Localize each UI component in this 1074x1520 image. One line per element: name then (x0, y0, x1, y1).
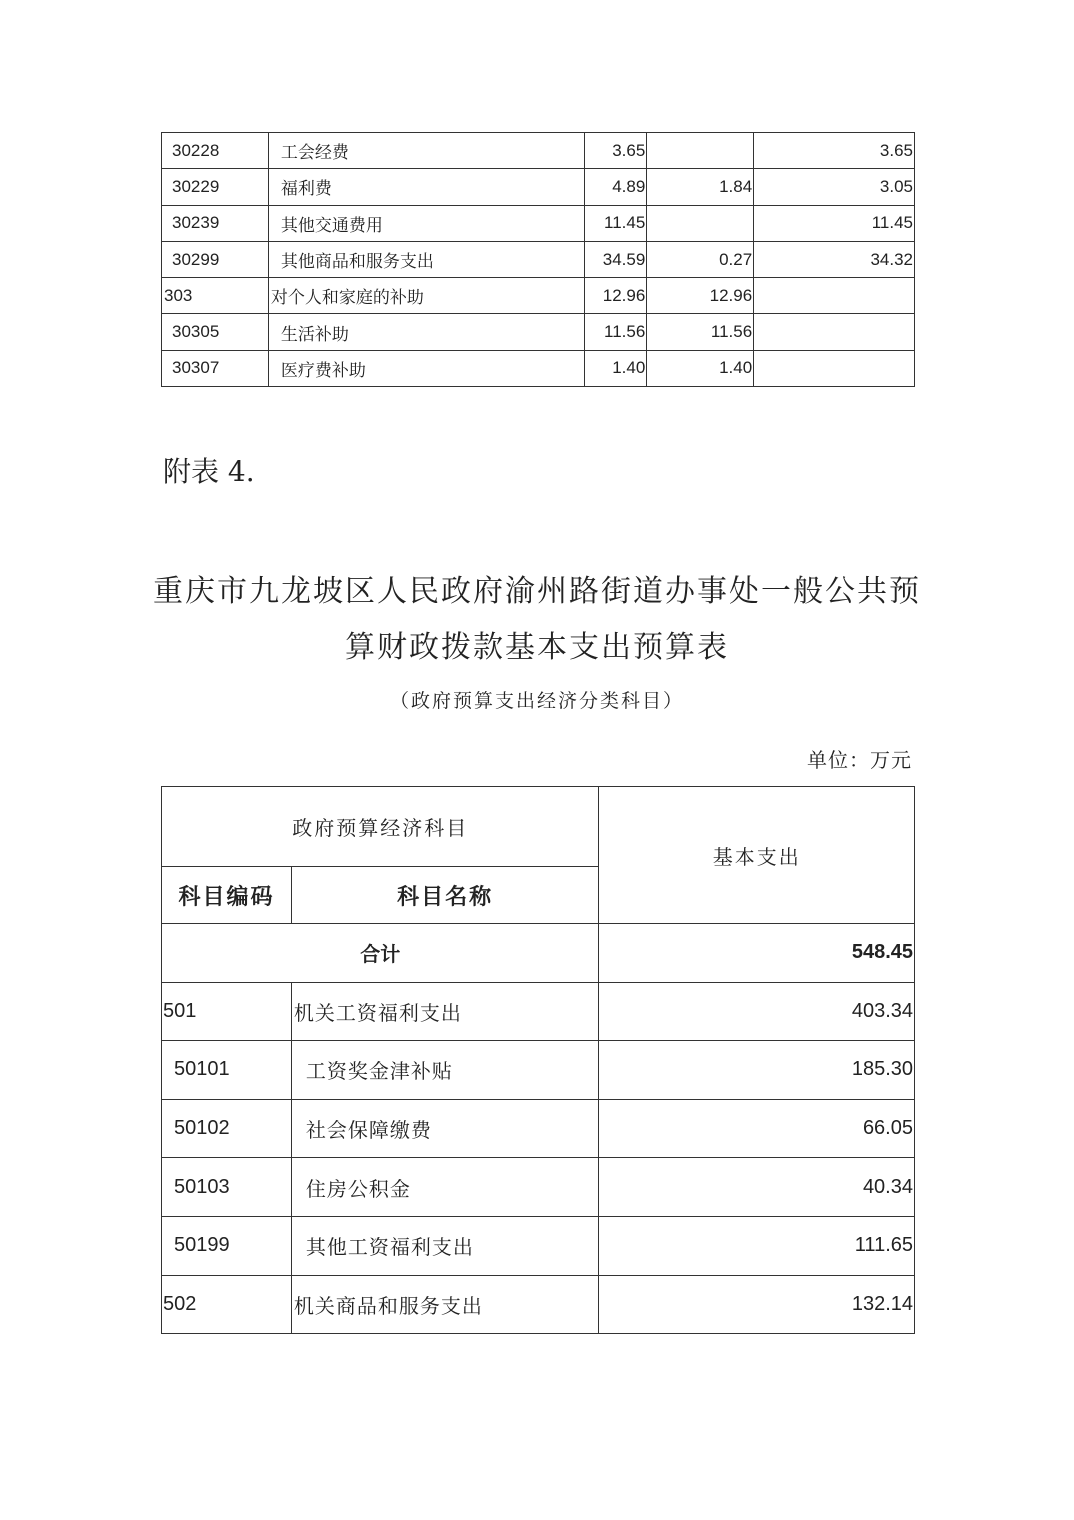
subject-name: 机关商品和服务支出 (291, 1275, 599, 1334)
basic-expenditure-value: 66.05 (599, 1099, 915, 1158)
subject-code: 501 (162, 982, 292, 1041)
subject-name: 其他交通费用 (268, 205, 584, 241)
subject-name: 工资奖金津补贴 (291, 1041, 599, 1100)
header-subject-code: 科目编码 (162, 867, 292, 924)
table-row (162, 278, 915, 314)
table-header-row (162, 787, 915, 867)
subject-code: 50102 (162, 1099, 292, 1158)
subject-code: 30299 (162, 241, 269, 277)
table-row (162, 982, 915, 1041)
total-value: 548.45 (599, 924, 915, 983)
personnel-amount: 0.27 (647, 241, 754, 277)
table-row (162, 169, 915, 205)
subject-name: 社会保障缴费 (291, 1099, 599, 1158)
public-amount: 34.32 (754, 241, 915, 277)
table-row (162, 1099, 915, 1158)
header-basic-expenditure: 基本支出 (599, 787, 915, 924)
subject-code: 50199 (162, 1216, 292, 1275)
total-amount: 11.45 (585, 205, 647, 241)
personnel-amount (647, 205, 754, 241)
public-amount (754, 278, 915, 314)
total-amount: 34.59 (585, 241, 647, 277)
subject-name: 其他商品和服务支出 (268, 241, 584, 277)
subject-code: 30228 (162, 133, 269, 169)
public-amount: 11.45 (754, 205, 915, 241)
subject-code: 303 (162, 278, 269, 314)
subject-name: 住房公积金 (291, 1158, 599, 1217)
subject-code: 30305 (162, 314, 269, 350)
basic-expenditure-value: 111.65 (599, 1216, 915, 1275)
basic-expenditure-value: 40.34 (599, 1158, 915, 1217)
public-amount (754, 314, 915, 350)
table-row (162, 314, 915, 350)
public-amount: 3.05 (754, 169, 915, 205)
basic-expenditure-table (161, 786, 915, 1334)
personnel-amount (647, 133, 754, 169)
personnel-amount: 1.40 (647, 350, 754, 386)
subject-name: 对个人和家庭的补助 (268, 278, 584, 314)
basic-expenditure-value: 185.30 (599, 1041, 915, 1100)
subject-code: 30239 (162, 205, 269, 241)
subject-code: 30229 (162, 169, 269, 205)
table-row (162, 1275, 915, 1334)
subject-name: 医疗费补助 (268, 350, 584, 386)
subject-code: 30307 (162, 350, 269, 386)
document-title-line-2: 算财政拨款基本支出预算表 (345, 630, 729, 665)
table-row (162, 205, 915, 241)
subject-name: 工会经费 (268, 133, 584, 169)
table-row (162, 1041, 915, 1100)
basic-expenditure-value: 132.14 (599, 1275, 915, 1334)
table-row (162, 1216, 915, 1275)
subject-code: 50101 (162, 1041, 292, 1100)
basic-expenditure-value: 403.34 (599, 982, 915, 1041)
personnel-amount: 11.56 (647, 314, 754, 350)
header-economic-subject: 政府预算经济科目 (162, 787, 599, 867)
public-amount: 3.65 (754, 133, 915, 169)
table-row (162, 350, 915, 386)
subject-name: 生活补助 (268, 314, 584, 350)
document-subtitle: （政府预算支出经济分类科目） (389, 690, 684, 712)
subject-code: 502 (162, 1275, 292, 1334)
table-row (162, 133, 915, 169)
subject-name: 福利费 (268, 169, 584, 205)
header-subject-name: 科目名称 (291, 867, 599, 924)
total-amount: 4.89 (585, 169, 647, 205)
unit-label: 单位：万元 (807, 748, 912, 772)
personnel-amount: 12.96 (647, 278, 754, 314)
total-amount: 1.40 (585, 350, 647, 386)
subject-code: 50103 (162, 1158, 292, 1217)
table-row (162, 1158, 915, 1217)
total-row (162, 924, 915, 983)
budget-table-continued (161, 132, 915, 387)
subject-name: 机关工资福利支出 (291, 982, 599, 1041)
appendix-label: 附表 4. (163, 455, 255, 488)
personnel-amount: 1.84 (647, 169, 754, 205)
total-amount: 12.96 (585, 278, 647, 314)
total-label: 合计 (162, 924, 599, 983)
subject-name: 其他工资福利支出 (291, 1216, 599, 1275)
document-title-line-1: 重庆市九龙坡区人民政府渝州路街道办事处一般公共预 (153, 574, 921, 609)
public-amount (754, 350, 915, 386)
total-amount: 3.65 (585, 133, 647, 169)
total-amount: 11.56 (585, 314, 647, 350)
table-row (162, 241, 915, 277)
